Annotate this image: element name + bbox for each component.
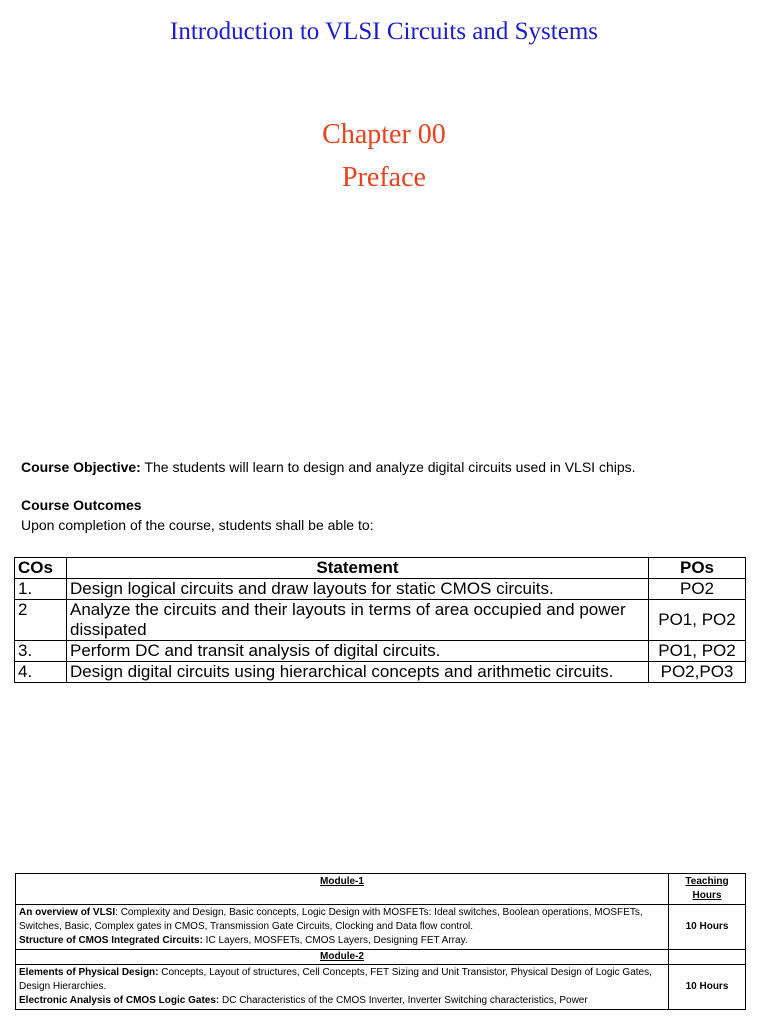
topic-heading: Structure of CMOS Integrated Circuits: bbox=[19, 935, 203, 946]
topic-text: Concepts, Layout of structures, Cell Concepts, FET Sizing and Unit Transistor, Physical Design of Logic Gates, Design Hierarchies. bbox=[19, 967, 652, 992]
course-objective-label: Course Objective: bbox=[21, 459, 141, 475]
co-statement: Design logical circuits and draw layouts for static CMOS circuits. bbox=[67, 579, 649, 600]
table-header-row bbox=[15, 558, 746, 579]
table-row bbox=[15, 579, 746, 600]
course-outcomes-heading: Course Outcomes bbox=[21, 497, 142, 513]
co-pos: PO2 bbox=[649, 579, 746, 600]
table-header-row bbox=[16, 874, 746, 905]
topic-heading: Electronic Analysis of CMOS Logic Gates: bbox=[19, 995, 220, 1006]
course-outcomes-table bbox=[14, 557, 746, 683]
course-objective-text: The students will learn to design and analyze digital circuits used in VLSI chips. bbox=[140, 459, 636, 475]
table-row bbox=[15, 600, 746, 641]
module-1-content bbox=[16, 905, 669, 950]
co-statement: Analyze the circuits and their layouts in terms of area occupied and power dissipated bbox=[67, 600, 649, 641]
module-2-title: Module-2 bbox=[16, 950, 669, 965]
module-1-title: Module-1 bbox=[16, 874, 669, 905]
col-header-cos: COs bbox=[15, 558, 67, 579]
course-objective bbox=[21, 459, 636, 475]
col-header-statement: Statement bbox=[67, 558, 649, 579]
course-outcomes-intro: Upon completion of the course, students shall be able to: bbox=[21, 517, 374, 533]
co-number: 2 bbox=[15, 600, 67, 641]
topic-heading: Elements of Physical Design: bbox=[19, 967, 159, 978]
table-row bbox=[15, 662, 746, 683]
co-number: 4. bbox=[15, 662, 67, 683]
document-title: Introduction to VLSI Circuits and Systems bbox=[170, 18, 598, 45]
co-statement: Design digital circuits using hierarchical concepts and arithmetic circuits. bbox=[67, 662, 649, 683]
co-pos: PO1, PO2 bbox=[649, 600, 746, 641]
topic-text: : Complexity and Design, Basic concepts, Logic Design with MOSFETs: Ideal switches, Boolean operations, MOSFETs, Switches, Basic, Complex gates in CMOS, Transmission Gate Circuits, Clocking and Data flow control. bbox=[19, 907, 643, 932]
module-2-hours: 10 Hours bbox=[669, 965, 746, 1010]
topic-heading: An overview of VLSI bbox=[19, 907, 116, 918]
chapter-title: Preface bbox=[342, 162, 426, 193]
topic-text: IC Layers, MOSFETs, CMOS Layers, Designing FET Array. bbox=[202, 935, 468, 946]
co-pos: PO1, PO2 bbox=[649, 641, 746, 662]
table-row bbox=[15, 641, 746, 662]
table-row bbox=[16, 905, 746, 950]
table-row bbox=[16, 950, 746, 965]
syllabus-table bbox=[15, 873, 746, 1010]
empty-cell bbox=[669, 950, 746, 965]
module-1-hours: 10 Hours bbox=[669, 905, 746, 950]
co-pos: PO2,PO3 bbox=[649, 662, 746, 683]
teaching-hours-header: Teaching Hours bbox=[669, 874, 746, 905]
topic-text: DC Characteristics of the CMOS Inverter, Inverter Switching characteristics, Power bbox=[219, 995, 588, 1006]
module-2-content bbox=[16, 965, 669, 1010]
col-header-pos: POs bbox=[649, 558, 746, 579]
table-row bbox=[16, 965, 746, 1010]
co-number: 1. bbox=[15, 579, 67, 600]
co-statement: Perform DC and transit analysis of digital circuits. bbox=[67, 641, 649, 662]
chapter-number: Chapter 00 bbox=[322, 119, 446, 150]
co-number: 3. bbox=[15, 641, 67, 662]
